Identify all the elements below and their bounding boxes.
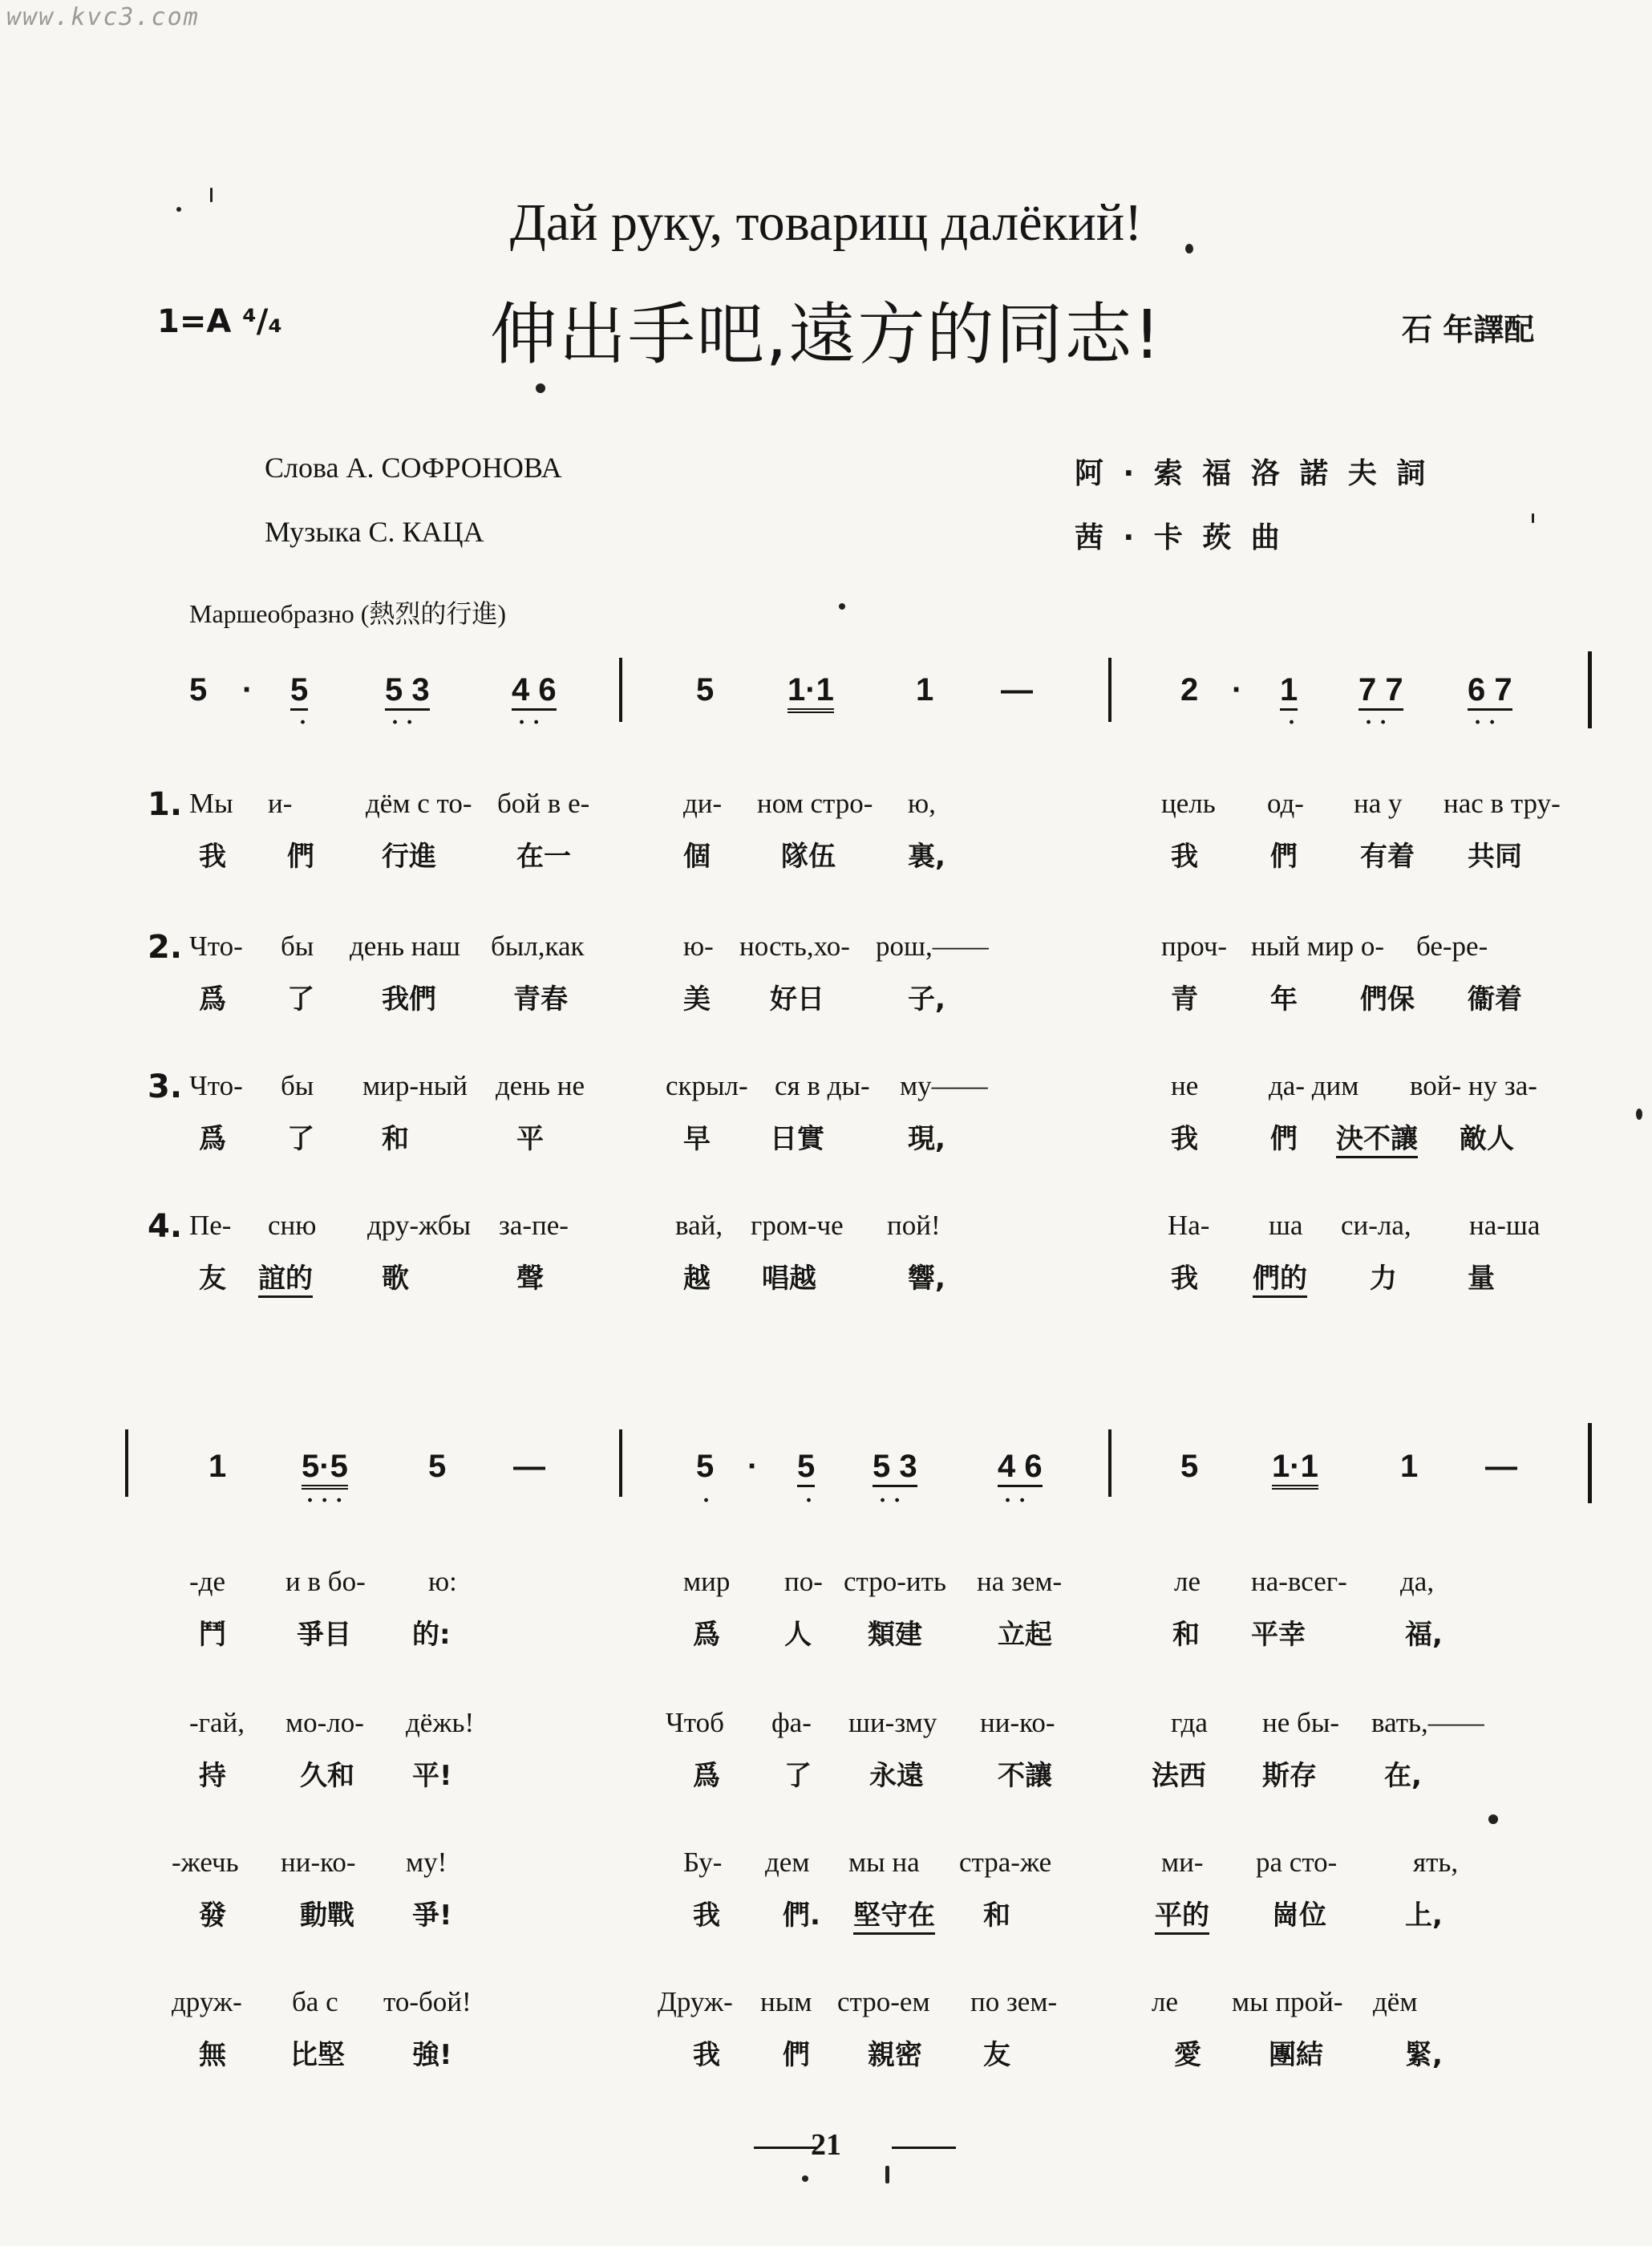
lyric-zh: 唱越: [762, 1263, 816, 1295]
octave-dot: · ·: [518, 711, 541, 735]
lyric-ru: ле: [1152, 1986, 1179, 2017]
lyric-ru: ном стро-: [757, 788, 873, 819]
lyric-ru: бой в е-: [497, 788, 590, 819]
octave-dot: · · ·: [306, 1489, 343, 1513]
lyric-ru: дём с то-: [366, 788, 472, 819]
lyric-zh: 我: [693, 1899, 720, 1932]
watermark: www.kvc3.com: [6, 3, 200, 31]
note: 5: [428, 1449, 447, 1484]
lyric-ru: Бу-: [683, 1847, 723, 1878]
lyric-ru: Что-: [189, 1070, 243, 1101]
lyric-ru: да,: [1400, 1566, 1435, 1597]
lyric-ru: стра-же: [959, 1847, 1052, 1878]
lyric-ru: проч-: [1161, 930, 1228, 962]
lyric-ru: мы прой-: [1232, 1986, 1343, 2017]
note-pair: 6 7: [1468, 672, 1512, 711]
lyric-ru: не: [1171, 1070, 1199, 1101]
note: 1: [1400, 1449, 1419, 1484]
lyric-ru: ни-ко-: [980, 1707, 1055, 1738]
lyric-ru: од-: [1267, 788, 1304, 819]
title-chinese: 伸出手吧,遠方的同志!: [489, 295, 1163, 374]
lyric-zh: 鬥: [199, 1619, 226, 1651]
lyric-zh: 發: [199, 1899, 226, 1932]
lyric-ru: цель: [1161, 788, 1216, 819]
lyric-zh: 決不讓: [1336, 1117, 1418, 1158]
octave-dot: · ·: [1365, 711, 1387, 735]
lyric-ru: вай,: [675, 1210, 723, 1241]
lyric-ru: вой- ну за-: [1410, 1070, 1537, 1101]
lyric-zh: 敵人: [1460, 1123, 1514, 1155]
lyric-zh: 緊,: [1405, 2039, 1443, 2071]
lyric-ru: сню: [268, 1210, 317, 1241]
scan-speck: [1488, 1814, 1498, 1824]
octave-dot: · ·: [879, 1489, 901, 1513]
lyric-ru: за-пе-: [499, 1210, 569, 1241]
lyric-ru: на-всег-: [1251, 1566, 1347, 1597]
lyric-ru: фа-: [771, 1707, 812, 1738]
lyric-ru: мы на: [848, 1847, 920, 1878]
bar-line: [125, 1429, 128, 1497]
lyric-ru: бы: [281, 1070, 314, 1101]
note: 1: [209, 1449, 227, 1484]
bar-line: [1108, 658, 1111, 722]
lyric-ru: на-ша: [1469, 1210, 1541, 1241]
note: 5: [290, 672, 308, 711]
lyric-ru: то-бой!: [383, 1986, 472, 2017]
lyric-ru: ле: [1174, 1566, 1201, 1597]
lyric-ru: и в бо-: [285, 1566, 366, 1597]
lyric-zh: 隊伍: [781, 841, 836, 873]
lyric-zh: 我: [199, 841, 226, 873]
bar-line: [1588, 1423, 1592, 1503]
lyric-zh: 親密: [868, 2039, 922, 2071]
scan-speck: [536, 383, 545, 393]
lyric-zh: 們: [287, 841, 314, 873]
lyric-ru: стро-ить: [844, 1566, 946, 1597]
lyric-ru: -жечь: [172, 1847, 239, 1878]
lyric-zh: 不讓: [998, 1760, 1052, 1792]
lyric-zh: 在一: [516, 841, 571, 873]
note-dot: ·: [242, 672, 253, 707]
lyric-zh: 歌: [382, 1263, 409, 1295]
note-pair: 4 6: [512, 672, 557, 711]
octave-dot: · ·: [1474, 711, 1496, 735]
lyric-zh: 永遠: [869, 1760, 924, 1792]
lyric-zh: 子,: [908, 983, 945, 1016]
lyric-ru: дёжь!: [406, 1707, 475, 1738]
lyric-zh: 友: [199, 1263, 226, 1295]
lyric-ru: по-: [784, 1566, 823, 1597]
note-dot: ·: [1232, 672, 1243, 707]
lyric-zh: 爲: [199, 1123, 226, 1155]
scan-speck: [885, 2166, 889, 2183]
bar-line: [619, 1429, 622, 1497]
lyric-zh: 和: [382, 1123, 409, 1155]
lyric-ru: Что-: [189, 930, 243, 962]
lyric-zh: 越: [683, 1263, 711, 1295]
composer-zh: 茜 · 卡 莰 曲: [1075, 521, 1285, 554]
lyric-zh: 青春: [513, 983, 568, 1016]
lyric-zh: 年: [1270, 983, 1298, 1016]
lyric-ru: на зем-: [977, 1566, 1063, 1597]
lyric-zh: 堅守在: [853, 1893, 935, 1935]
lyric-ru: мо-ло-: [285, 1707, 364, 1738]
octave-dot: ·: [299, 711, 307, 735]
bar-line: [1108, 1429, 1111, 1497]
lyric-ru: Пе-: [189, 1210, 232, 1241]
lyric-ru: ный мир о-: [1251, 930, 1385, 962]
lyric-zh: 友: [983, 2039, 1010, 2071]
lyric-zh: 量: [1468, 1263, 1495, 1295]
note: 2: [1180, 672, 1199, 707]
lyric-ru: день наш: [350, 930, 461, 962]
lyric-ru: ю,: [908, 788, 936, 819]
lyric-ru: стро-ем: [837, 1986, 930, 2017]
verse-number: 3.: [148, 1068, 183, 1105]
lyric-ru: ность,хо-: [739, 930, 850, 962]
note-group: 5·5: [302, 1449, 348, 1490]
key-signature: 1=A ⁴/₄: [157, 303, 282, 340]
lyric-ru: ным: [760, 1986, 812, 2017]
lyric-zh: 比堅: [290, 2039, 345, 2071]
lyric-zh: 響,: [908, 1263, 945, 1295]
lyric-zh: 平幸: [1251, 1619, 1306, 1651]
lyric-zh: 平!: [412, 1760, 452, 1792]
lyric-ru: гром-че: [751, 1210, 844, 1241]
lyric-zh: 團結: [1269, 2039, 1323, 2071]
lyric-ru: не бы-: [1262, 1707, 1339, 1738]
lyric-ru: мир-ный: [362, 1070, 468, 1101]
verse-number: 4.: [148, 1208, 183, 1245]
translator-credit: 石 年譯配: [1402, 312, 1535, 347]
lyric-ru: ди-: [683, 788, 723, 819]
note-pair: 7 7: [1358, 672, 1403, 711]
lyric-zh: 們保: [1360, 983, 1415, 1016]
lyric-ru: ся в ды-: [775, 1070, 870, 1101]
note-group: 1·1: [1272, 1449, 1318, 1490]
lyric-ru: дру-жбы: [367, 1210, 472, 1241]
lyric-zh: 爲: [693, 1760, 720, 1792]
lyric-ru: ба с: [292, 1986, 338, 2017]
lyric-ru: друж-: [172, 1986, 242, 2017]
octave-dot: · ·: [391, 711, 414, 735]
note: 5: [696, 672, 715, 707]
lyric-zh: 誼的: [258, 1256, 313, 1298]
lyric-ru: На-: [1168, 1210, 1210, 1241]
lyric-zh: 爭目: [297, 1619, 351, 1651]
lyric-zh: 強!: [412, 2039, 452, 2071]
lyric-zh: 們: [783, 2039, 810, 2071]
lyric-zh: 日實: [770, 1123, 824, 1155]
lyric-zh: 了: [287, 983, 314, 1016]
lyric-zh: 我們: [382, 983, 436, 1016]
lyric-zh: 我: [693, 2039, 720, 2071]
note: 1: [916, 672, 934, 707]
note: 5: [696, 1449, 715, 1484]
lyric-ru: ша: [1269, 1210, 1303, 1241]
lyric-ru: и-: [268, 788, 293, 819]
lyric-zh: 早: [683, 1123, 711, 1155]
lyric-ru: на у: [1354, 788, 1403, 819]
note: 5: [797, 1449, 815, 1487]
bar-line: [619, 658, 622, 722]
octave-dot: ·: [1288, 711, 1296, 735]
lyric-ru: дем: [765, 1847, 810, 1878]
lyric-zh: 聲: [516, 1263, 544, 1295]
lyric-zh: 爭!: [412, 1899, 452, 1932]
lyric-zh: 動戰: [300, 1899, 354, 1932]
lyric-zh: 和: [1172, 1619, 1200, 1651]
lyric-ru: -де: [189, 1566, 225, 1597]
lyric-zh: 們.: [783, 1899, 820, 1932]
lyric-ru: вать,——: [1371, 1707, 1484, 1738]
note: 5: [1180, 1449, 1199, 1484]
lyric-zh: 上,: [1405, 1899, 1443, 1932]
lyric-zh: 美: [683, 983, 711, 1016]
lyric-ru: мир: [683, 1566, 731, 1597]
lyric-zh: 行進: [382, 841, 436, 873]
lyric-zh: 現,: [908, 1123, 945, 1155]
lyric-ru: му!: [406, 1847, 447, 1878]
lyric-zh: 力: [1370, 1263, 1397, 1295]
lyric-zh: 爲: [693, 1619, 720, 1651]
note-group: 1·1: [788, 672, 834, 713]
lyric-zh: 平的: [1155, 1893, 1209, 1935]
scan-speck: [1636, 1109, 1642, 1120]
octave-dot: · ·: [1004, 1489, 1026, 1513]
lyric-ru: Друж-: [658, 1986, 733, 2017]
note-pair: 5 3: [873, 1449, 917, 1487]
dash: —: [513, 1449, 545, 1484]
lyric-zh: 的:: [412, 1619, 451, 1651]
scan-speck: [210, 188, 213, 202]
lyric-zh: 愛: [1174, 2039, 1201, 2071]
note: 1: [1280, 672, 1298, 711]
lyric-ru: Мы: [189, 788, 233, 819]
lyric-ru: ни-ко-: [281, 1847, 356, 1878]
note-dot: ·: [747, 1449, 759, 1484]
lyric-ru: дём: [1373, 1986, 1418, 2017]
page-number: 21: [811, 2128, 841, 2162]
lyric-zh: 們: [1270, 841, 1298, 873]
lyric-zh: 平: [516, 1123, 544, 1155]
lyric-ru: ю-: [683, 930, 714, 962]
scan-speck: [802, 2175, 808, 2182]
lyric-zh: 了: [287, 1123, 314, 1155]
lyric-zh: 在,: [1384, 1760, 1422, 1792]
lyric-ru: Чтоб: [666, 1707, 724, 1738]
page-number-rule: [892, 2147, 956, 2149]
tempo-marking: Маршеобразно (熱烈的行進): [189, 599, 507, 628]
verse-number: 2.: [148, 929, 183, 966]
lyric-zh: 們的: [1253, 1256, 1307, 1298]
lyric-zh: 類建: [868, 1619, 922, 1651]
lyric-zh: 法西: [1152, 1760, 1206, 1792]
lyric-zh: 我: [1171, 841, 1198, 873]
scan-speck: [1532, 513, 1534, 523]
lyric-zh: 立起: [998, 1619, 1052, 1651]
lyric-zh: 我: [1171, 1263, 1198, 1295]
lyric-ru: му——: [900, 1070, 988, 1101]
lyric-ru: си-ла,: [1341, 1210, 1411, 1241]
verse-number: 1.: [148, 786, 183, 823]
lyric-ru: ми-: [1161, 1847, 1204, 1878]
lyric-zh: 久和: [300, 1760, 354, 1792]
lyricist-zh: 阿 · 索 福 洛 諾 夫 詞: [1075, 457, 1431, 490]
lyric-ru: день не: [496, 1070, 585, 1101]
lyric-zh: 個: [683, 841, 711, 873]
note-pair: 4 6: [998, 1449, 1043, 1487]
lyric-zh: 青: [1171, 983, 1198, 1016]
lyric-zh: 崗位: [1272, 1899, 1326, 1932]
lyric-ru: пой!: [887, 1210, 941, 1241]
lyric-ru: да- дим: [1269, 1070, 1359, 1101]
lyric-zh: 們: [1270, 1123, 1298, 1155]
lyric-zh: 共同: [1468, 841, 1522, 873]
scan-speck: [839, 603, 845, 610]
note-pair: 5 3: [385, 672, 430, 711]
scan-speck: [1185, 244, 1193, 253]
lyric-ru: гда: [1171, 1707, 1208, 1738]
lyric-zh: 裏,: [908, 841, 945, 873]
lyric-ru: нас в тру-: [1443, 788, 1561, 819]
lyric-ru: ю:: [428, 1566, 457, 1597]
bar-line: [1588, 651, 1592, 728]
lyricist-ru: Слова А. СОФРОНОВА: [265, 452, 562, 484]
lyric-ru: -гай,: [189, 1707, 245, 1738]
dash: —: [1485, 1449, 1517, 1484]
lyric-zh: 好日: [770, 983, 824, 1016]
octave-dot: ·: [805, 1489, 813, 1513]
dash: —: [1001, 672, 1033, 707]
lyric-ru: ши-зму: [848, 1707, 937, 1738]
lyric-ru: ять,: [1413, 1847, 1459, 1878]
lyric-zh: 無: [199, 2039, 226, 2071]
lyric-zh: 爲: [199, 983, 226, 1016]
octave-dot: ·: [703, 1489, 711, 1513]
lyric-zh: 我: [1171, 1123, 1198, 1155]
lyric-ru: был,как: [491, 930, 585, 962]
lyric-zh: 有着: [1360, 841, 1415, 873]
lyric-ru: рош,——: [876, 930, 989, 962]
lyric-zh: 斯存: [1262, 1760, 1317, 1792]
lyric-ru: по зем-: [970, 1986, 1058, 2017]
lyric-ru: ра сто-: [1256, 1847, 1338, 1878]
lyric-zh: 持: [199, 1760, 226, 1792]
composer-ru: Музыка С. КАЦА: [265, 516, 484, 548]
lyric-ru: бы: [281, 930, 314, 962]
note: 5: [189, 672, 208, 707]
title-russian: Дай руку, товарищ далёкий!: [509, 193, 1143, 252]
lyric-zh: 了: [784, 1760, 812, 1792]
lyric-ru: скрыл-: [666, 1070, 748, 1101]
lyric-zh: 衞着: [1468, 983, 1522, 1016]
lyric-zh: 福,: [1405, 1619, 1443, 1651]
lyric-zh: 和: [983, 1899, 1010, 1932]
scan-speck: [176, 207, 181, 212]
lyric-ru: бе-ре-: [1416, 930, 1488, 962]
lyric-zh: 人: [784, 1619, 812, 1651]
